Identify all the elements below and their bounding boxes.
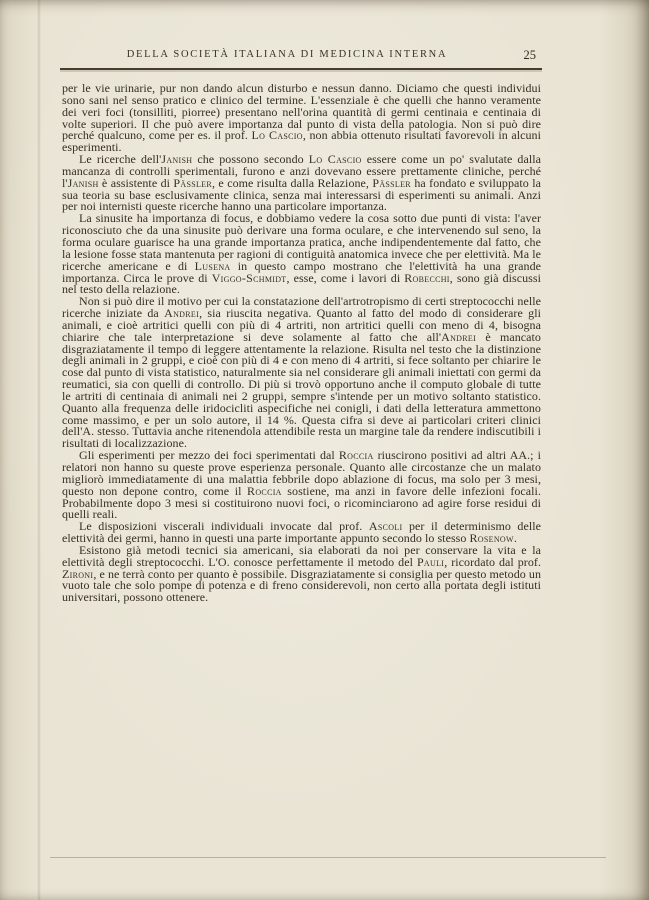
page-header [62,49,542,65]
scan-bottom-line [50,857,606,858]
paragraph: per le vie urinarie, pur non dando alcun disturbo e nessun danno. Diciamo che questi individui sono sani nel senso pratico e clinico del termine. L'essenziale è che quelli che hanno veramente dei veri foci (tonsilliti, piorree) presentano nell'orina quantità di germi centinaia e centinaia di volte superiori. Il che può avere importanza dal punto di vista della patologia. Non si può dire perché qualcuno, come per es. il prof. Lo Cascio, non abbia ottenuto risultati favorevoli in alcuni esperimenti. [62,81,541,155]
paragraph: Le ricerche dell'Janish che possono secondo Lo Cascio essere come un po' svalutate dalla mancanza di controlli sperimentali, furono e anzi dovevano essere prettamente cliniche, perché l'Janish è assistente di Pässler, e come risulta dalla Relazione, Pässler ha fondato e sviluppato la sua teoria su base esclusivamente clinica, senza mai interessarsi di esperimenti su animali. Anzi per noi internisti queste ricerche hanno una particolare importanza. [62,152,541,214]
scan-crease-line [37,0,41,900]
paragraph: La sinusite ha importanza di focus, e dobbiamo vedere la cosa sotto due punti di vista: l'aver riconosciuto che da una sinusite può derivare una forma oculare, e che intervenendo sul seno, la forma oculare guarisce ha una grande importanza pratica, anche indipendentemente dal fatto, che la lesione fosse stata mantenuta per ragioni di contiguità anatomica invece che per elettività. Ma le ricerche americane e di Lusena in questo campo mostrano che l'elettività ha una grande importanza. Circa le prove di Viggo-Schmidt, esse, come i lavori di Robecchi, sono già discussi nel testo della relazione. [62,211,542,297]
journal-title: DELLA SOCIETÀ ITALIANA DI MEDICINA INTERNA [126,49,448,60]
paragraph: Gli esperimenti per mezzo dei foci sperimentati dal Roccia riuscirono positivi ad altri AA.; i relatori non hanno su queste prove esperienza personale. Quanto alle circostanze che un malato migliorò immediatamente di una malattia febbrile dopo ablazione di focus, ma solo per 3 mesi, questo non depone contro, come il Roccia sostiene, ma anzi in favore delle infezioni focali. Probabilmente dopo 3 mesi si costituirono nuovi foci, o ricominciarono ad agire forse residui di quelli reali. [62,448,541,522]
paragraph: Esistono già metodi tecnici sia americani, sia elaborati da noi per conservare la vita e la elettività degli streptococchi. L'O. conosce perfettamente il metodo del Pauli, ricordato dal prof. Zironi, e ne terrà conto per quanto è possibile. Disgraziatamente si consiglia per questo metodo un vuoto tale che solo pompe di potenza e di freno considerevoli, non certo alla portata degli istituti universitari, possono ottenere. [62,542,542,605]
paragraph: Non si può dire il motivo per cui la constatazione dell'artrotropismo di certi streptococchi nelle ricerche iniziate da Andrei, sia riuscita negativa. Quanto al fatto del modo di considerare gli animali, e cioè artritici quelli con più di 4 artriti, non artritici quelli con meno di 4, bisogna chiarire che tale interpretazione si deve solamente al fatto che all'Andrei è mancato disgraziatamente il tempo di leggere attentamente la relazione. Risulta nel testo che la distinzione degli animali in 2 gruppi, e cioè con più di 4 e con meno di 4 artriti, si fece soltanto per chiarire le cose dal punto di vista statistico, naturalmente sia nel considerare gli animali iniettati con germi da reumatici, sia con quelli di controllo. Di più si trovò opportuno anche il computo globale di tutte le artriti di centinaia di animali nei 2 gruppi, sempre s'intende per un motivo soltanto statistico. Quanto alla frequenza delle iridocicliti aspecifiche nei conigli, i dati della letteratura ammettono come massimo, e per un solo autore, il 14 %. Questa cifra si deve ai particolari criteri clinici dell'A. stesso. Tuttavia anche ritenendola attendibile resta un margine tale da rendere indiscutibili i risultati di localizzazione. [62,294,542,451]
header-rule [60,68,542,70]
paragraph: Le disposizioni viscerali individuali invocate dal prof. Ascoli per il determinismo delle elettività dei germi, hanno in questi una parte importante appunto secondo lo stesso Rosenow. [62,519,541,546]
page-number: 25 [523,48,536,62]
page-body [62,83,541,604]
